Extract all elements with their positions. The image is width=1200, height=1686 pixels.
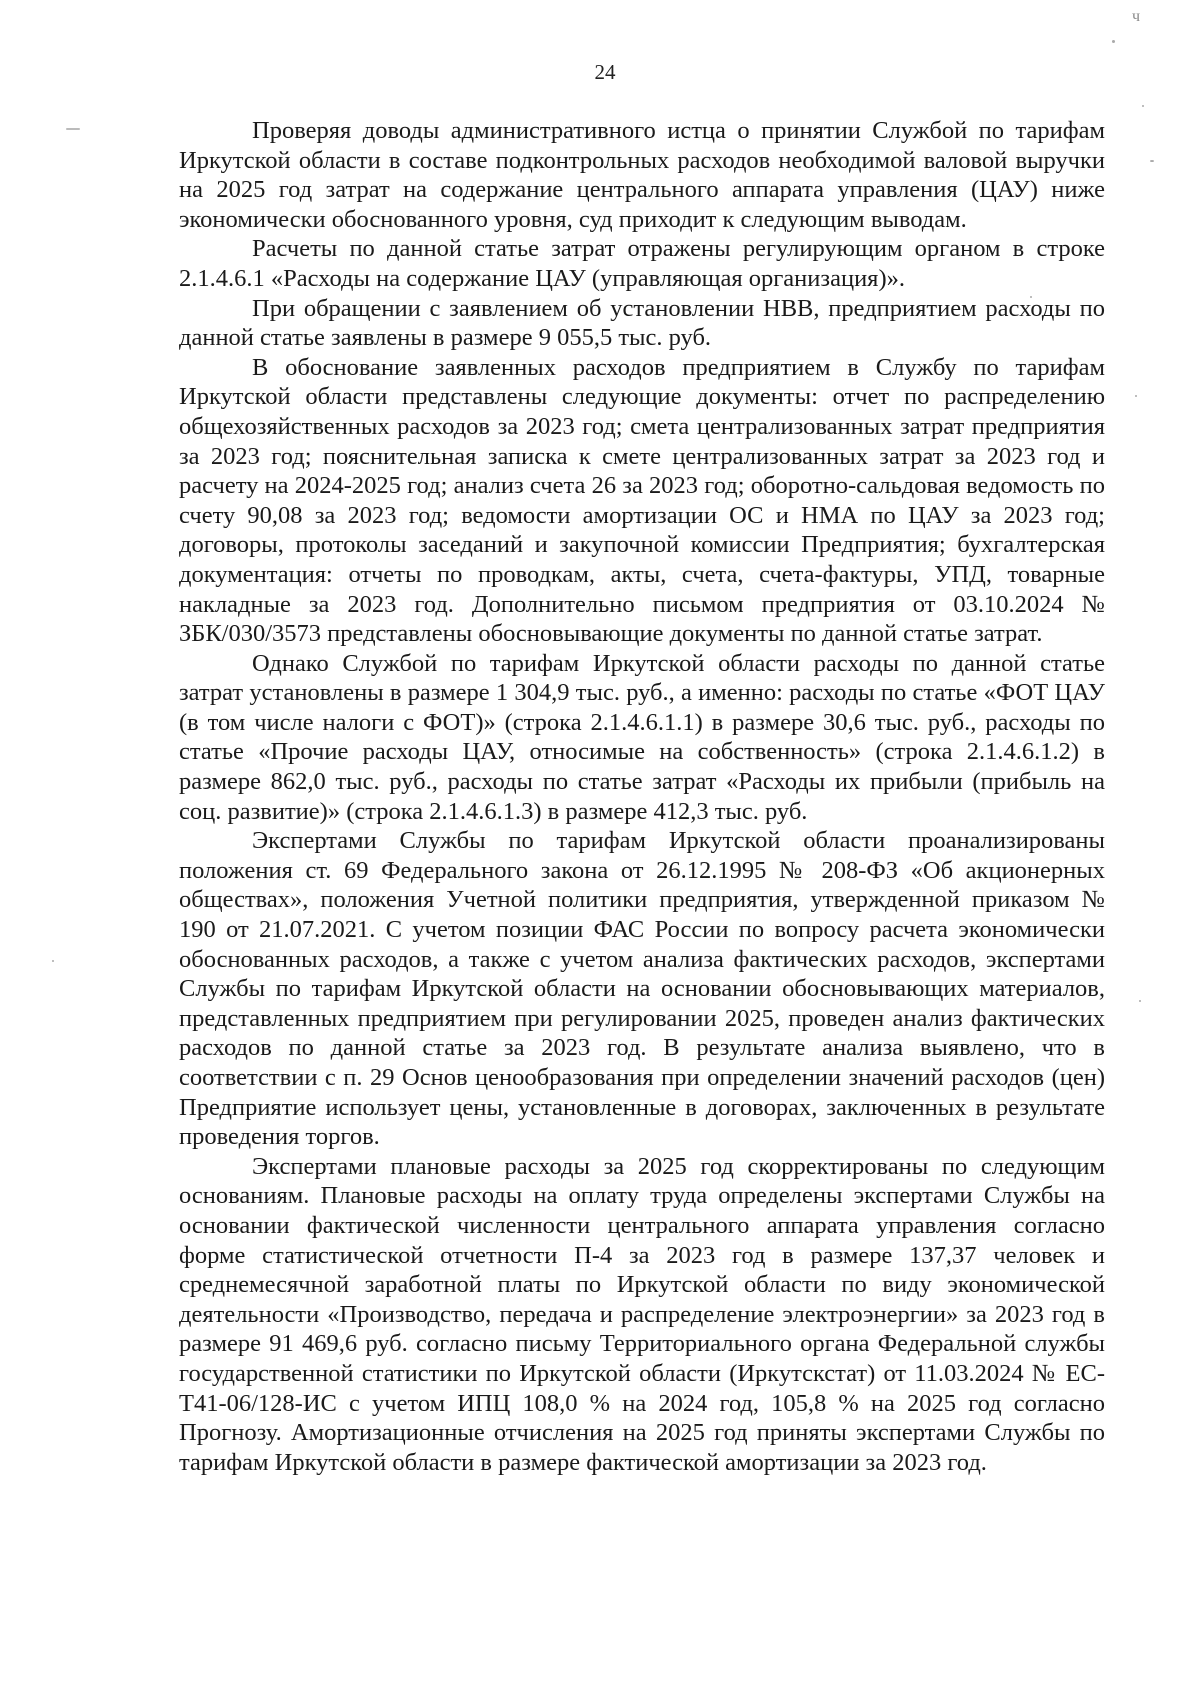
- page-number: 24: [594, 60, 616, 84]
- paragraph: Экспертами плановые расходы за 2025 год скорректированы по следующим основаниям. Плановые расходы на оплату труда определены экспертами Службы на основании фактической численности центрального аппарата управления согласно форме статистической отчетности П-4 за 2023 год в размере 137,37 человек и среднемесячной заработной платы по Иркутской области по виду экономической деятельности «Производство, передача и распределение электроэнергии» за 2023 год в размере 91 469,6 руб. согласно письму Территориального органа Федеральной службы государственной статистики по Иркутской области (Иркутскстат) от 11.03.2024 № ЕС-Т41-06/128-ИС с учетом ИПЦ 108,0 % на 2024 год, 105,8 % на 2025 год согласно Прогнозу. Амортизационные отчисления на 2025 год приняты экспертами Службы по тарифам Иркутской области в размере фактической амортизации за 2023 год.: [179, 1152, 1105, 1476]
- body-text: [179, 116, 1105, 1477]
- scan-speck: [1112, 40, 1115, 43]
- paragraph: Проверяя доводы административного истца о принятии Службой по тарифам Иркутской области в составе подконтрольных расходов необходимой валовой выручки на 2025 год затрат на содержание центрального аппарата управления (ЦАУ) ниже экономически обоснованного уровня, суд приходит к следующим выводам.: [179, 117, 1105, 233]
- paragraph: Экспертами Службы по тарифам Иркутской области проанализированы положения ст. 69 Федерального закона от 26.12.1995 № 208-ФЗ «Об акционерных обществах», положения Учетной политики предприятия, утвержденной приказом № 190 от 21.07.2021. С учетом позиции ФАС России по вопросу расчета экономически обоснованных расходов, а также с учетом анализа фактических расходов, экспертами Службы по тарифам Иркутской области на основании обосновывающих материалов, представленных предприятием при регулировании 2025, проведен анализ фактических расходов по данной статье за 2023 год. В результате анализа выявлено, что в соответствии с п. 29 Основ ценообразования при определении значений расходов (цен) Предприятие использует цены, установленные в договорах, заключенных в результате проведения торгов.: [179, 827, 1105, 1151]
- scan-speck: [1142, 105, 1144, 107]
- paragraph: В обоснование заявленных расходов предприятием в Службу по тарифам Иркутской области представлены следующие документы: отчет по распределению общехозяйственных расходов за 2023 год; смета централизованных затрат предприятия за 2023 год; пояснительная записка к смете централизованных затрат за 2023 год и расчету на 2024-2025 год; анализ счета 26 за 2023 год; оборотно-сальдовая ведомость по счету 90,08 за 2023 год; ведомости амортизации ОС и НМА по ЦАУ за 2023 год; договоры, протоколы заседаний и закупочной комиссии Предприятия; бухгалтерская документация: отчеты по проводкам, акты, счета, счета-фактуры, УПД, товарные накладные за 2023 год. Дополнительно письмом предприятия от 03.10.2024 № ЗБК/030/3573 представлены обосновывающие документы по данной статье затрат.: [179, 353, 1105, 648]
- paragraph: При обращении с заявлением об установлении НВВ, предприятием расходы по данной статье заявлены в размере 9 055,5 тыс. руб.: [179, 294, 1105, 352]
- scan-speck: [1135, 395, 1137, 397]
- paragraph: Расчеты по данной статье затрат отражены регулирующим органом в строке 2.1.4.6.1 «Расходы на содержание ЦАУ (управляющая организация)».: [179, 235, 1105, 292]
- corner-mark: ч: [1132, 8, 1143, 25]
- scan-speck: [66, 128, 80, 130]
- paragraph: Однако Службой по тарифам Иркутской области расходы по данной статье затрат установлены в размере 1 304,9 тыс. руб., а именно: расходы по статье «ФОТ ЦАУ (в том числе налоги с ФОТ)» (строка 2.1.4.6.1.1) в размере 30,6 тыс. руб., расходы по статье «Прочие расходы ЦАУ, относимые на собственность» (строка 2.1.4.6.1.2) в размере 862,0 тыс. руб., расходы по статье затрат «Расходы их прибыли (прибыль на соц. развитие)» (строка 2.1.4.6.1.3) в размере 412,3 тыс. руб.: [179, 649, 1105, 825]
- scan-speck: [52, 960, 54, 962]
- scan-speck: [1139, 1000, 1141, 1002]
- scan-speck: [1150, 160, 1154, 162]
